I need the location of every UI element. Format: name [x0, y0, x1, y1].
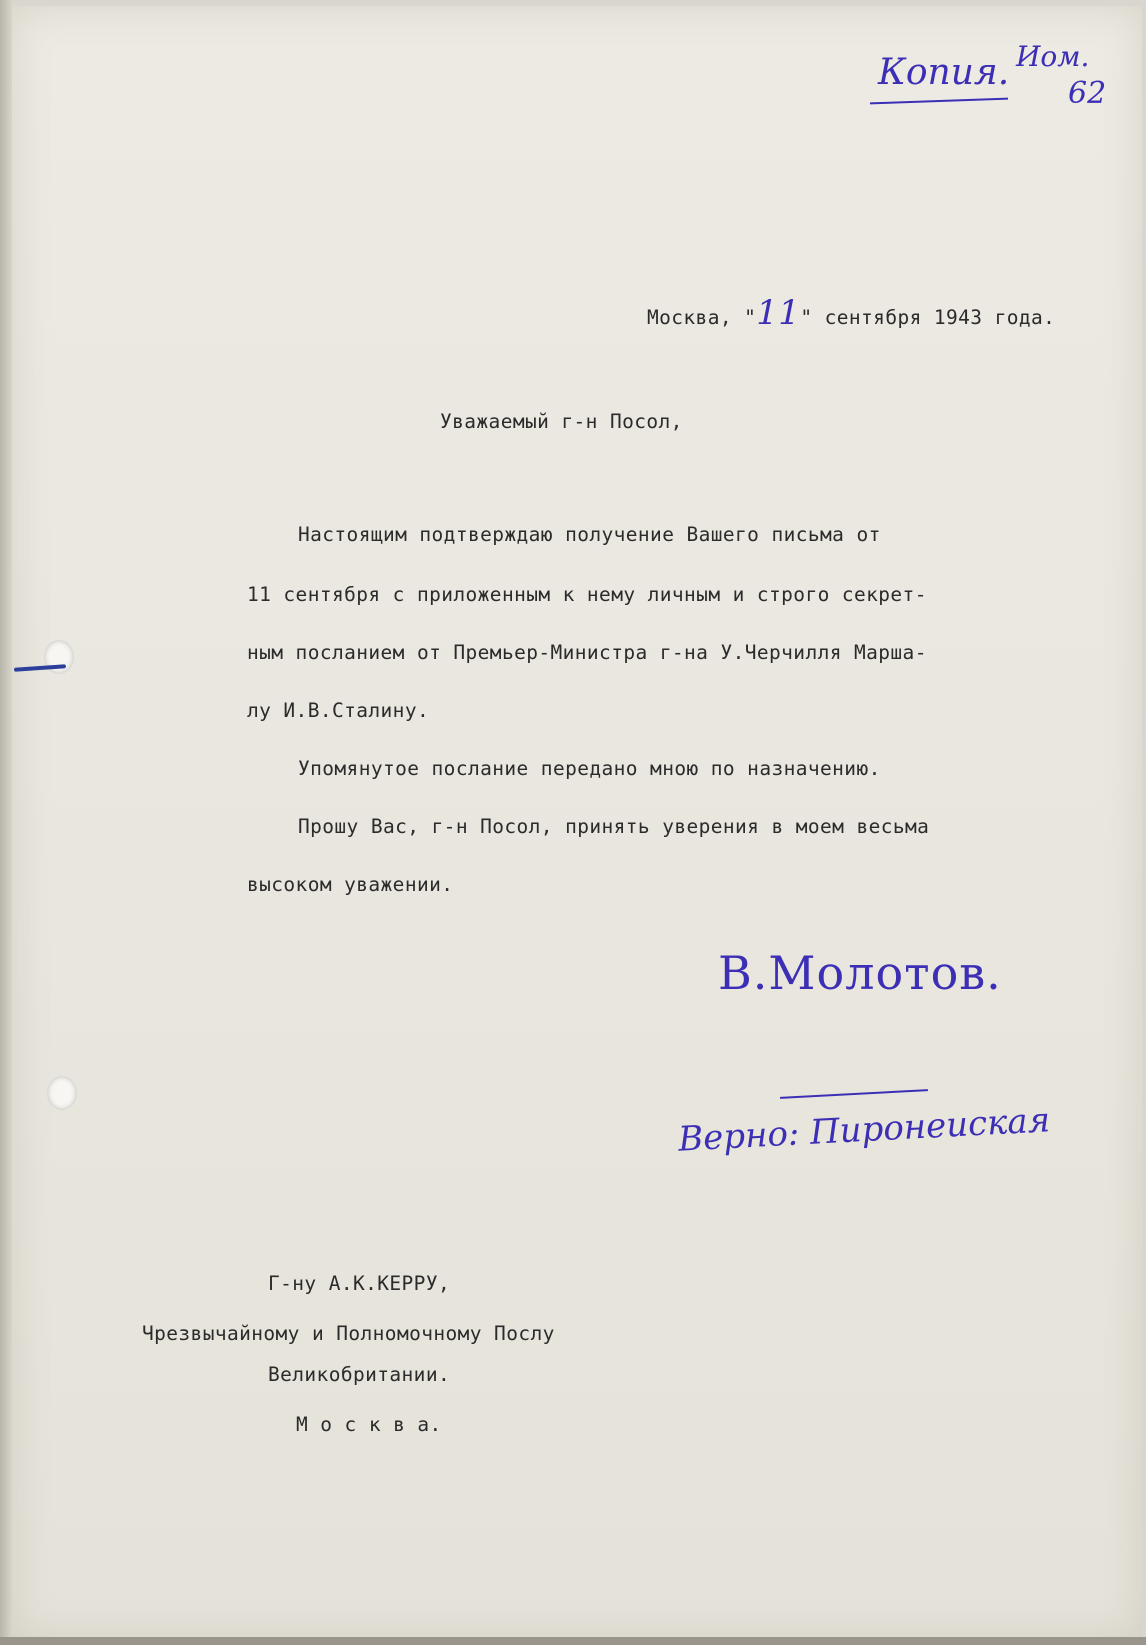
date-day: 11	[756, 293, 801, 333]
archive-note: Иом.	[1016, 40, 1090, 73]
body-paragraph-2: Упомянутое послание передано мною по назначению.	[298, 757, 881, 780]
addressee-title: Чрезвычайному и Полномочному Послу	[142, 1322, 555, 1345]
salutation: Уважаемый г-н Посол,	[440, 410, 683, 433]
page-number: 62	[1068, 76, 1107, 111]
body-line: 11 сентября с приложенным к нему личным и строго секрет-	[247, 583, 927, 606]
copy-mark: Копия.	[878, 52, 1010, 93]
body-line: Прошу Вас, г-н Посол, принять уверения в моем весьма	[298, 815, 930, 838]
addressee-country: Великобритании.	[268, 1363, 451, 1386]
body-line: высоком уважении.	[247, 873, 454, 896]
punch-hole-lower	[47, 1076, 77, 1110]
scan-bottom-edge	[0, 1637, 1146, 1645]
date-suffix: " сентября 1943 года.	[800, 306, 1056, 329]
attestation-signature: Верно: Пиронеиская	[677, 1100, 1052, 1160]
addressee-name: Г-ну А.К.КЕРРУ,	[268, 1272, 451, 1295]
addressee-city: М о с к в а.	[296, 1413, 442, 1436]
date-prefix: Москва, "	[647, 306, 757, 329]
signature-molotov: В.Молотов.	[718, 946, 1002, 1000]
body-line: Настоящим подтверждаю получение Вашего письма от	[298, 523, 881, 546]
date-line	[647, 293, 1055, 333]
body-line: ным посланием от Премьер-Министра г-на У.Черчилля Марша-	[247, 641, 927, 664]
body-line: лу И.В.Сталину.	[247, 699, 430, 722]
